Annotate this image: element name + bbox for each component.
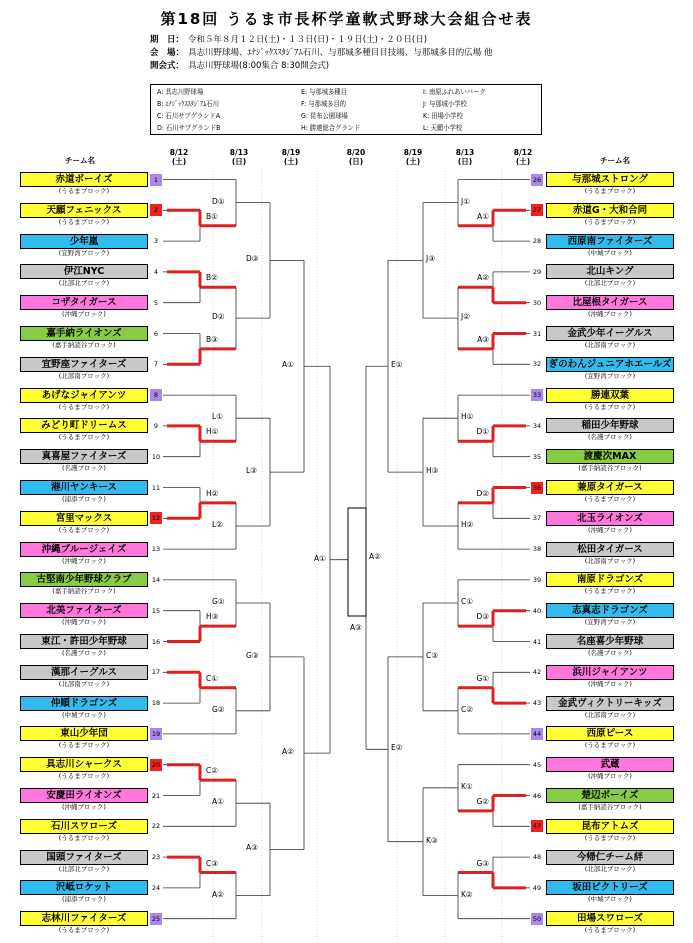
team-number: 44	[532, 729, 542, 738]
team-name: 志林川ファイターズ	[20, 911, 148, 926]
legend-item: J: 与那城小学校	[423, 100, 467, 108]
team-number: 43	[532, 699, 542, 708]
team-block: (宜野湾ブロック)	[584, 371, 636, 380]
team-number: 1	[150, 174, 162, 186]
col-header: 8/20 (日)	[346, 148, 366, 166]
team-name: 南原ドラゴンズ	[546, 572, 674, 587]
team-entry	[546, 264, 674, 288]
legend-item: H: 勝連総合グランド	[301, 124, 361, 132]
team-number: 6	[153, 329, 159, 338]
team-block: (名護ブロック)	[62, 649, 106, 657]
match-label: H①	[206, 427, 219, 437]
team-number: 21	[151, 791, 161, 800]
match-label: C①	[461, 597, 473, 606]
team-name: 比屋根タイガース	[546, 295, 674, 310]
team-number: 32	[532, 360, 542, 369]
team-name: みどり町ドリームス	[20, 418, 148, 433]
team-number: 35	[532, 452, 542, 461]
team-entry	[546, 850, 674, 874]
match-label: G②	[476, 796, 489, 806]
match-label: G①	[476, 673, 489, 683]
team-entry	[546, 326, 674, 350]
team-entry	[546, 480, 674, 504]
team-name: 赤道ボーイズ	[20, 172, 148, 187]
team-number: 37	[532, 514, 542, 523]
team-block: (うるまブロック)	[58, 833, 110, 842]
col-header: 8/12 (土)	[513, 148, 533, 166]
team-name: 沖縄ブルージェイズ	[20, 542, 148, 557]
team-name: 名座喜少年野球	[546, 634, 674, 649]
team-block: (名護ブロック)	[62, 464, 106, 473]
team-block: (うるまブロック)	[584, 587, 636, 596]
team-block: (中城ブロック)	[588, 895, 632, 904]
team-name: 仲順ドラゴンズ	[20, 696, 148, 711]
team-block: (うるまブロック)	[58, 926, 110, 935]
team-entry	[546, 418, 674, 442]
team-block: (うるまブロック)	[584, 741, 636, 750]
team-block: (うるまブロック)	[58, 772, 110, 781]
team-entry	[20, 880, 148, 904]
col-header: 8/13 (日)	[229, 148, 249, 166]
team-entry	[546, 172, 674, 196]
team-block: (北部南ブロック)	[584, 556, 636, 565]
team-name: 北玉ライオンズ	[546, 511, 674, 526]
match-label: H②	[461, 520, 474, 529]
team-entry	[20, 418, 148, 442]
match-label: A①	[477, 211, 489, 221]
team-entry	[20, 542, 148, 566]
team-entry	[546, 449, 674, 473]
match-label: D③	[476, 612, 489, 622]
team-block: (沖縄ブロック)	[588, 772, 632, 781]
team-entry	[546, 819, 674, 843]
team-entry	[546, 234, 674, 258]
match-label: A②	[477, 273, 489, 283]
team-name: 北美ファイターズ	[20, 603, 148, 618]
match-label: A③	[350, 623, 362, 632]
team-block: (中城ブロック)	[588, 248, 632, 257]
team-block: (宜野湾ブロック)	[58, 248, 110, 257]
team-name: 田場スワローズ	[546, 911, 674, 926]
team-name: 東江・許田少年野球	[20, 634, 148, 649]
team-block: (北部南ブロック)	[584, 341, 636, 349]
team-name: 今帰仁チーム絆	[546, 850, 674, 865]
team-number: 11	[151, 483, 161, 492]
team-number: 3	[153, 237, 159, 246]
match-label: G②	[212, 704, 225, 714]
match-label: H③	[426, 466, 439, 476]
legend-item: I: 南原ふれあいパーク	[423, 88, 486, 96]
team-entry	[20, 511, 148, 535]
team-block: (うるまブロック)	[584, 495, 636, 503]
team-entry	[546, 295, 674, 319]
team-number: 34	[532, 421, 542, 430]
team-block: (宜野湾ブロック)	[584, 618, 636, 627]
team-block: (中城ブロック)	[62, 710, 106, 719]
legend-item: G: 昆布公園球場	[301, 112, 348, 120]
team-block: (北部北ブロック)	[58, 279, 110, 288]
team-entry	[546, 388, 674, 412]
team-entry	[20, 850, 148, 874]
team-number: 15	[151, 606, 161, 615]
team-block: (うるまブロック)	[58, 402, 110, 411]
team-name: 北山キング	[546, 264, 674, 279]
info-opening: 開会式： 具志川野球場(8:00集合 8:30開会式)	[150, 61, 330, 71]
team-name: 真喜屋ファイターズ	[20, 449, 148, 464]
team-block: (嘉手納読谷ブロック)	[578, 803, 642, 811]
match-label: A③	[477, 334, 489, 344]
team-number: 13	[151, 545, 161, 554]
team-name: 昆布アトムズ	[546, 819, 674, 834]
team-number: 25	[151, 914, 161, 923]
team-name: 坂田ビクトリーズ	[546, 880, 674, 895]
team-number: 48	[532, 853, 542, 862]
team-block: (北部北ブロック)	[58, 864, 110, 873]
team-number: 45	[532, 760, 542, 769]
match-label: C②	[206, 766, 218, 776]
team-entry	[546, 726, 674, 750]
team-entry	[546, 788, 674, 812]
team-block: (うるまブロック)	[584, 187, 636, 195]
match-label: L②	[212, 520, 223, 529]
team-entry	[546, 696, 674, 720]
team-number: 23	[151, 853, 161, 862]
match-label: C①	[206, 673, 218, 683]
team-number: 40	[532, 606, 542, 615]
team-number: 47	[532, 822, 542, 831]
team-number: 49	[532, 883, 542, 892]
col-header: 8/19 (土)	[281, 148, 301, 166]
team-number: 46	[532, 791, 542, 800]
team-name: 少年嵐	[20, 234, 148, 249]
team-number: 18	[151, 699, 161, 708]
team-name: 古堅南少年野球クラブ	[20, 572, 148, 587]
team-entry	[546, 665, 674, 689]
team-entry	[20, 264, 148, 288]
team-number: 22	[151, 822, 161, 831]
team-block: (北部南ブロック)	[584, 710, 636, 719]
team-number: 41	[532, 637, 542, 646]
team-entry	[546, 542, 674, 566]
legend-item: K: 田場小学校	[423, 112, 463, 120]
team-number: 19	[151, 729, 161, 738]
team-name: 渡慶次MAX	[546, 449, 674, 464]
match-label: H③	[206, 612, 219, 622]
team-block: (うるまブロック)	[58, 187, 110, 195]
team-block: (うるまブロック)	[584, 217, 636, 226]
team-block: (うるまブロック)	[584, 833, 636, 842]
match-label: H②	[206, 488, 219, 498]
team-number: 16	[151, 637, 161, 646]
final-box	[348, 508, 366, 616]
match-label: E①	[391, 360, 403, 370]
match-label: D③	[246, 254, 259, 264]
team-name: 浜川ジャイアンツ	[546, 665, 674, 680]
team-block: (沖縄ブロック)	[588, 525, 632, 534]
team-entry	[20, 788, 148, 812]
team-name: 志真志ドラゴンズ	[546, 603, 674, 618]
team-name: 国頭ファイターズ	[20, 850, 148, 865]
team-name: 勝連双葉	[546, 388, 674, 403]
col-header: 8/12 (土)	[169, 148, 189, 166]
team-name: 天願フェニックス	[20, 203, 148, 218]
team-entry	[20, 819, 148, 843]
team-block: (浦添ブロック)	[62, 495, 106, 503]
team-number: 31	[532, 329, 542, 338]
col-header: 8/19 (土)	[403, 148, 423, 166]
team-number: 30	[532, 298, 542, 307]
team-name: コザタイガース	[20, 295, 148, 310]
team-entry	[546, 572, 674, 596]
match-label: A①	[282, 360, 294, 370]
team-entry	[20, 480, 148, 504]
team-header-right: チーム名	[600, 156, 630, 165]
team-block: (名護ブロック)	[588, 649, 632, 657]
team-name: あげなジャイアンツ	[20, 388, 148, 403]
team-number: 7	[153, 360, 159, 369]
team-entry	[20, 634, 148, 658]
match-label: L①	[212, 412, 223, 422]
match-label: G①	[212, 597, 225, 606]
team-name: 嘉手納ライオンズ	[20, 326, 148, 341]
team-block: (北部南ブロック)	[58, 371, 110, 380]
team-name: 楚辺ボーイズ	[546, 788, 674, 803]
team-header-left: チーム名	[65, 156, 95, 165]
team-block: (沖縄ブロック)	[62, 556, 106, 565]
match-label: H①	[461, 412, 474, 422]
legend-item: F: 与那城多目的	[301, 100, 347, 108]
team-entry	[20, 295, 148, 319]
team-name: 港川ヤンキース	[20, 480, 148, 495]
team-number: 33	[532, 391, 542, 400]
col-header: 8/13 (日)	[455, 148, 475, 166]
team-name: 安慶田ライオンズ	[20, 788, 148, 803]
legend-item: L: 天願小学校	[423, 124, 463, 132]
team-block: (嘉手納読谷ブロック)	[52, 587, 116, 596]
team-block: (うるまブロック)	[58, 433, 110, 442]
team-number: 36	[532, 483, 542, 492]
team-name: 沢岻ロケット	[20, 880, 148, 895]
match-label: D①	[476, 427, 489, 437]
match-label: D①	[212, 196, 225, 206]
team-name: 金武少年イーグルス	[546, 326, 674, 341]
team-entry	[20, 172, 148, 196]
match-label: D②	[476, 488, 489, 498]
team-block: (名護ブロック)	[588, 433, 632, 442]
team-entry	[20, 326, 148, 350]
team-block: (沖縄ブロック)	[62, 310, 106, 319]
team-name: 赤道G・大和合同	[546, 203, 674, 218]
match-label: J①	[461, 196, 470, 206]
match-label: L③	[246, 466, 257, 476]
team-number: 14	[151, 575, 161, 584]
team-name: 金武ヴィクトリーキッズ	[546, 696, 674, 711]
team-name: 稲田少年野球	[546, 418, 674, 433]
match-label: A③	[246, 843, 258, 853]
page-title: 第18回 うるま市長杯学童軟式野球大会組合せ表	[160, 10, 533, 28]
team-block: (嘉手納読谷ブロック)	[578, 464, 642, 473]
team-block: (沖縄ブロック)	[588, 679, 632, 688]
team-number: 28	[532, 237, 542, 246]
legend-item: A: 具志川野球場	[157, 88, 204, 96]
match-label: B③	[206, 334, 218, 344]
team-entry	[20, 234, 148, 258]
match-label: A②	[369, 551, 381, 561]
match-label: K②	[461, 889, 473, 899]
match-label: A②	[282, 747, 294, 757]
team-number: 29	[532, 267, 542, 276]
team-entry	[546, 357, 674, 381]
team-name: 石川スワローズ	[20, 819, 148, 834]
info-venue: 会 場： 具志川野球場、ｴﾅｼﾞｯｸｽｽﾀｼﾞｱﾑ石川、与那城多種目目技場、与那城多目的広場 他	[150, 48, 493, 58]
match-label: A②	[212, 889, 224, 899]
team-number: 38	[532, 545, 542, 554]
team-name: 兼原タイガース	[546, 480, 674, 495]
match-label: G③	[246, 650, 259, 660]
info-date: 期 日： 令和５年８月１２日(土)・１３日(日)・１９日(土)・２０日(日)	[150, 35, 428, 45]
team-number: 12	[151, 514, 161, 523]
team-block: (北部南ブロック)	[58, 679, 110, 688]
match-label: E②	[391, 743, 403, 753]
team-name: 西原ピース	[546, 726, 674, 741]
team-block: (沖縄ブロック)	[62, 618, 106, 627]
team-entry	[20, 665, 148, 689]
team-number: 4	[153, 267, 159, 276]
team-entry	[546, 603, 674, 627]
team-entry	[20, 449, 148, 473]
match-label: B①	[206, 211, 218, 221]
legend-item: C: 石川サブグランドA	[157, 112, 221, 120]
team-entry	[20, 357, 148, 381]
team-entry	[20, 603, 148, 627]
match-label: A①	[212, 797, 224, 807]
team-number: 27	[532, 206, 542, 215]
team-name: 与那城ストロング	[546, 172, 674, 187]
team-number: 8	[150, 389, 162, 401]
match-label: J②	[461, 312, 470, 322]
match-label: G③	[476, 858, 489, 868]
team-name: 西原南ファイターズ	[546, 234, 674, 249]
team-number: 17	[151, 668, 161, 677]
team-block: (嘉手納読谷ブロック)	[52, 341, 116, 349]
team-number: 42	[532, 668, 542, 677]
team-number: 26	[532, 175, 542, 184]
team-name: 宮里マックス	[20, 511, 148, 526]
match-label: D②	[212, 312, 225, 322]
team-number: 20	[151, 760, 161, 769]
team-name: 宜野座ファイターズ	[20, 357, 148, 372]
team-block: (北部北ブロック)	[584, 864, 636, 873]
team-block: (沖縄ブロック)	[62, 803, 106, 811]
team-block: (うるまブロック)	[58, 525, 110, 534]
legend-item: B: ｴﾅｼﾞｯｸｽｽﾀｼﾞｱﾑ石川	[157, 100, 220, 108]
team-entry	[546, 634, 674, 658]
team-entry	[20, 911, 148, 935]
team-entry	[20, 757, 148, 781]
team-number: 9	[153, 421, 159, 430]
match-label: A①	[314, 553, 326, 563]
match-label: C②	[461, 704, 473, 714]
team-number: 50	[532, 914, 542, 923]
team-block: (うるまブロック)	[58, 741, 110, 750]
team-number: 10	[151, 452, 161, 461]
team-name: 東山少年団	[20, 726, 148, 741]
team-name: ぎのわんジュニアホエールズ	[546, 357, 674, 372]
team-number: 5	[153, 298, 159, 307]
match-label: J③	[426, 254, 435, 264]
team-entry	[546, 911, 674, 935]
team-entry	[20, 572, 148, 596]
team-entry	[20, 696, 148, 720]
match-label: K①	[461, 781, 473, 791]
team-name: 具志川シャークス	[20, 757, 148, 772]
team-entry	[20, 726, 148, 750]
match-label: K③	[426, 835, 438, 845]
team-block: (浦添ブロック)	[62, 895, 106, 904]
team-entry	[546, 757, 674, 781]
match-label: C③	[206, 858, 218, 868]
team-block: (うるまブロック)	[584, 926, 636, 935]
match-label: C③	[426, 650, 438, 660]
team-entry	[20, 388, 148, 412]
match-label: B②	[206, 273, 218, 283]
team-entry	[20, 203, 148, 227]
team-entry	[546, 880, 674, 904]
team-name: 松田タイガース	[546, 542, 674, 557]
team-number: 39	[532, 575, 542, 584]
team-block: (うるまブロック)	[584, 402, 636, 411]
team-entry	[546, 511, 674, 535]
team-number: 2	[150, 204, 162, 216]
team-name: 漢那イーグルス	[20, 665, 148, 680]
legend-item: D: 石川サブグランドB	[157, 124, 221, 132]
team-entry	[546, 203, 674, 227]
team-name: 伊江NYC	[20, 264, 148, 279]
team-name: 武蔵	[546, 757, 674, 772]
team-block: (北部北ブロック)	[584, 279, 636, 288]
team-block: (沖縄ブロック)	[588, 310, 632, 319]
team-block: (うるまブロック)	[58, 217, 110, 226]
legend-item: E: 与那城多種目	[301, 88, 347, 96]
team-number: 24	[151, 883, 161, 892]
